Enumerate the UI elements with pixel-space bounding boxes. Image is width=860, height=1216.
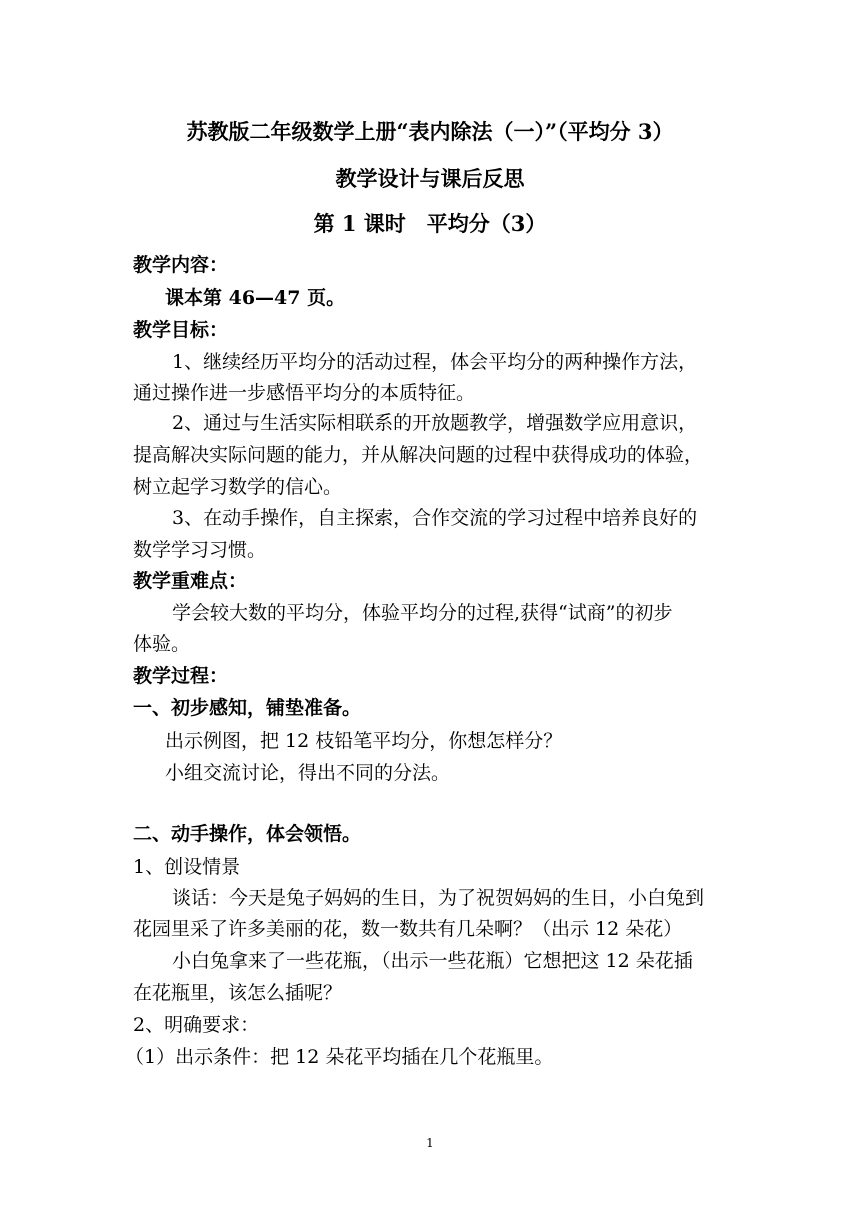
heading-teaching-content: 教学内容： [133, 254, 229, 276]
goal-3-line-2: 数学学习习惯。 [133, 539, 267, 561]
section-1-title: 一、初步感知，铺垫准备。 [133, 697, 362, 719]
section-2-talk-line-1: 谈话：今天是兔子妈妈的生日，为了祝贺妈妈的生日，小白兔到 [172, 887, 705, 909]
heading-teaching-goals: 教学目标： [133, 319, 229, 341]
goal-2-line-2: 提高解决实际问题的能力，并从解决问题的过程中获得成功的体验， [133, 444, 704, 466]
section-1-para-1: 出示例图，把 12 枝铅笔平均分，你想怎样分？ [165, 730, 563, 752]
lesson-title: 第 1 课时 平均分（3） [313, 211, 547, 236]
section-2-rabbit-line-2: 在花瓶里，该怎么插呢？ [133, 982, 343, 1004]
doc-title: 苏教版二年级数学上册“表内除法（一）”（平均分 3） [186, 119, 674, 144]
goal-2-line-3: 树立起学习数学的信心。 [133, 476, 343, 498]
section-2-condition: （1）出示条件：把 12 朵花平均插在几个花瓶里。 [125, 1046, 554, 1068]
heading-key-points: 教学重难点： [133, 570, 248, 592]
doc-subtitle: 教学设计与课后反思 [335, 166, 525, 191]
page-number: 1 [426, 1136, 434, 1150]
section-2-item-1: 1、创设情景 [133, 856, 241, 878]
key-points-line-1: 学会较大数的平均分，体验平均分的过程,获得“试商”的初步 [172, 602, 673, 624]
section-2-rabbit-line-1: 小白兔拿来了一些花瓶，（出示一些花瓶）它想把这 12 朵花插 [172, 950, 693, 972]
key-points-line-2: 体验。 [133, 633, 191, 655]
goal-3-line-1: 3、在动手操作，自主探索，合作交流的学习过程中培养良好的 [172, 507, 698, 529]
section-2-item-2: 2、明确要求： [133, 1014, 260, 1036]
section-2-talk-line-2: 花园里采了许多美丽的花，数一数共有几朵啊？（出示 12 朵花） [133, 918, 683, 940]
goal-2-line-1: 2、通过与生活实际相联系的开放题教学，增强数学应用意识， [172, 412, 698, 434]
teaching-content-text: 课本第 46—47 页。 [165, 287, 346, 309]
goal-1-line-2: 通过操作进一步感悟平均分的本质特征。 [133, 382, 476, 404]
goal-1-line-1: 1、继续经历平均分的活动过程，体会平均分的两种操作方法， [172, 351, 698, 373]
section-2-title: 二、动手操作，体会领悟。 [133, 823, 362, 845]
heading-teaching-process: 教学过程： [133, 665, 229, 687]
section-1-para-2: 小组交流讨论，得出不同的分法。 [165, 762, 451, 784]
